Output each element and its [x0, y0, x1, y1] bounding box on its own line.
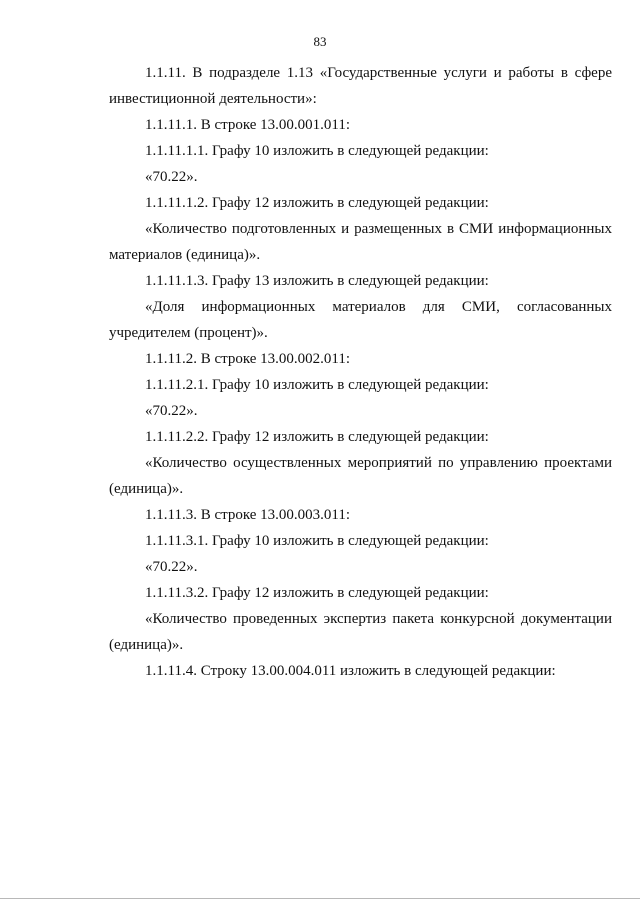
- page-number: 83: [313, 34, 327, 49]
- column-12-instruction: 1.1.11.2.2. Графу 12 изложить в следующей редакции:: [145, 429, 489, 445]
- column-10-value: «70.22».: [145, 559, 198, 575]
- column-10-value: «70.22».: [145, 403, 198, 419]
- column-12-instruction: 1.1.11.1.2. Графу 12 изложить в следующей редакции:: [145, 195, 489, 211]
- row-item-13-00-002-011: 1.1.11.2. В строке 13.00.002.011:: [145, 351, 351, 367]
- column-12-value: «Количество осуществленных мероприятий по управлению проектами (единица)».: [109, 455, 612, 497]
- row-item-13-00-004-011: 1.1.11.4. Строку 13.00.004.011 изложить в следующей редакции:: [145, 663, 556, 679]
- scan-edge-line: [0, 898, 640, 899]
- section-heading-1-1-11: 1.1.11. В подразделе 1.13 «Государственные услуги и работы в сфере инвестиционной деятельности»:: [109, 65, 612, 107]
- column-13-instruction: 1.1.11.1.3. Графу 13 изложить в следующей редакции:: [145, 273, 489, 289]
- column-10-value: «70.22».: [145, 169, 198, 185]
- row-item-13-00-003-011: 1.1.11.3. В строке 13.00.003.011:: [145, 507, 351, 523]
- column-10-instruction: 1.1.11.1.1. Графу 10 изложить в следующей редакции:: [145, 143, 489, 159]
- row-item-13-00-001-011: 1.1.11.1. В строке 13.00.001.011:: [145, 117, 351, 133]
- column-12-instruction: 1.1.11.3.2. Графу 12 изложить в следующей редакции:: [145, 585, 489, 601]
- column-12-value: «Количество проведенных экспертиз пакета конкурсной документации (единица)».: [109, 611, 612, 653]
- column-10-instruction: 1.1.11.3.1. Графу 10 изложить в следующей редакции:: [145, 533, 489, 549]
- document-body: [109, 60, 612, 684]
- column-10-instruction: 1.1.11.2.1. Графу 10 изложить в следующей редакции:: [145, 377, 489, 393]
- column-13-value: «Доля информационных материалов для СМИ, согласованных учредителем (процент)».: [109, 299, 612, 341]
- column-12-value: «Количество подготовленных и размещенных в СМИ информационных материалов (единица)».: [109, 221, 612, 263]
